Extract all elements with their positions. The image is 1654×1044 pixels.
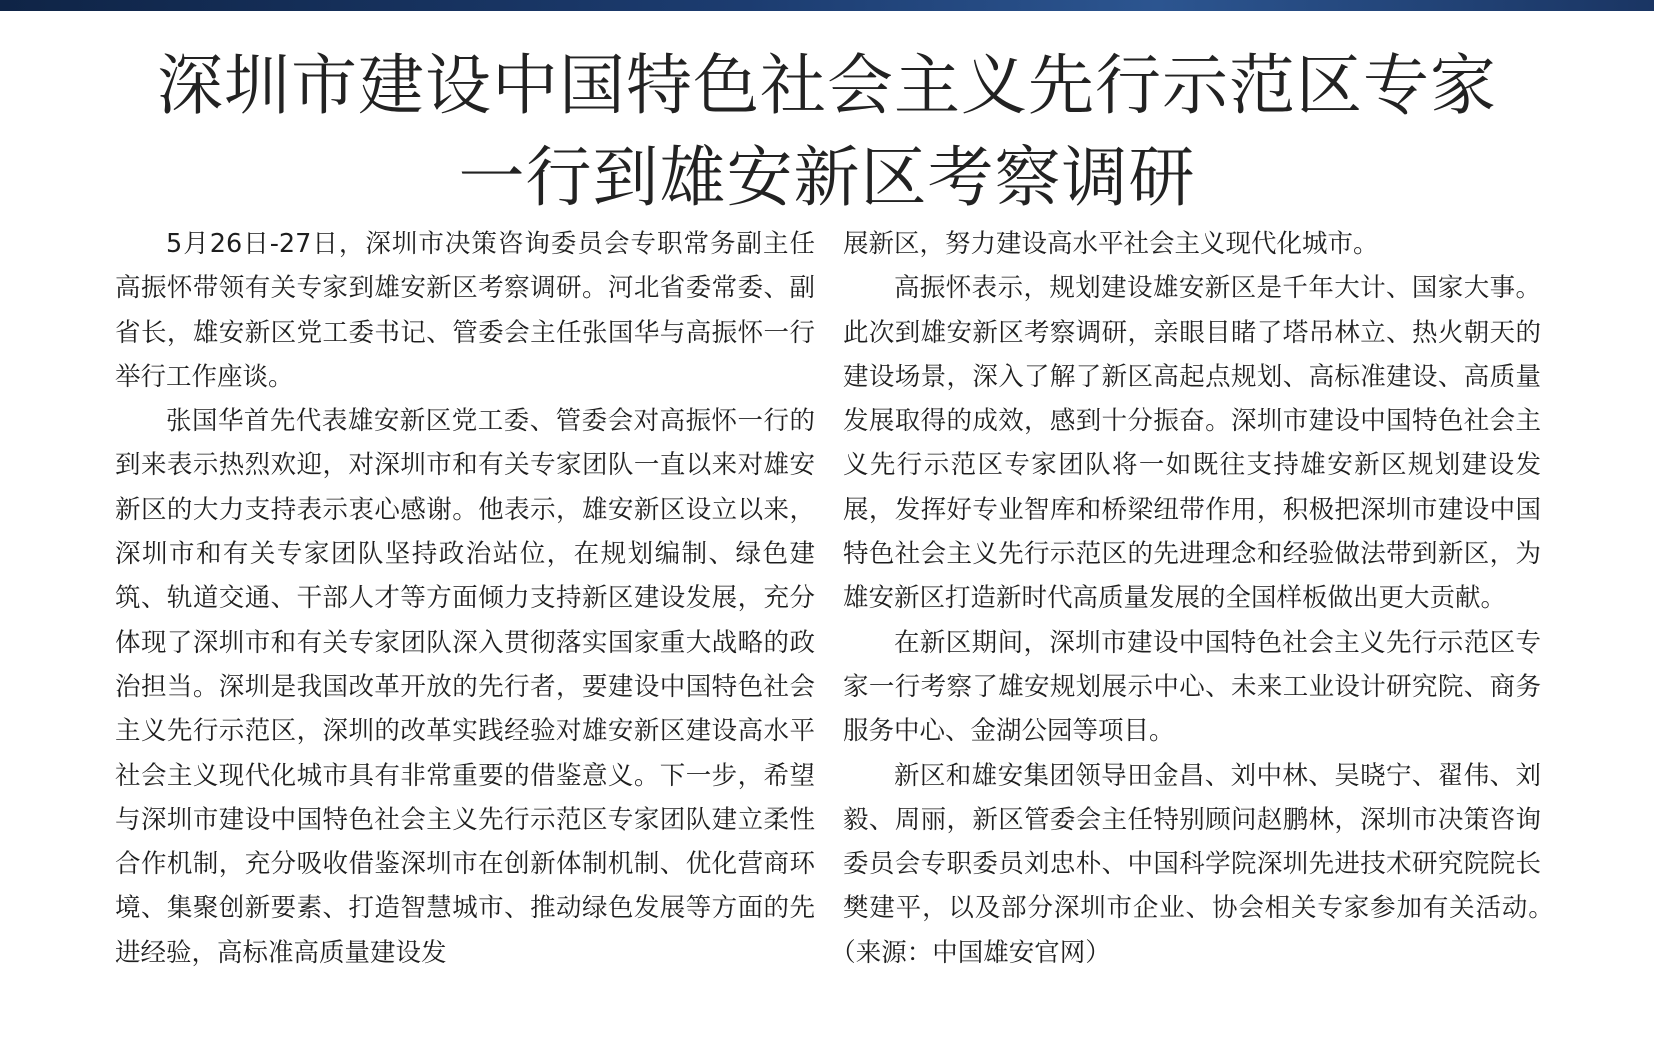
- paragraph-zhang-remarks-continued: 展新区，努力建设高水平社会主义现代化城市。: [843, 229, 1379, 259]
- article-body: [0, 222, 1654, 1044]
- headline-line-1: 深圳市建设中国特色社会主义先行示范区专家: [157, 47, 1497, 124]
- paragraph-zhang-remarks: 张国华首先代表雄安新区党工委、管委会对高振怀一行的到来表示热烈欢迎，对深圳市和有关专家团队一直以来对雄安新区的大力支持表示衷心感谢。他表示，雄安新区设立以来，深圳市和有关专家团队坚持政治站位，在规划编制、绿色建筑、轨道交通、干部人才等方面倾力支持新区建设发展，充分体现了深圳市和有关专家团队深入贯彻落实国家重大战略的政治担当。深圳是我国改革开放的先行者，要建设中国特色社会主义先行示范区，深圳的改革实践经验对雄安新区建设高水平社会主义现代化城市具有非常重要的借鉴意义。下一步，希望与深圳市建设中国特色社会主义先行示范区专家团队建立柔性合作机制，充分吸收借鉴深圳市在创新体制机制、优化营商环境、集聚创新要素、打造智慧城市、推动绿色发展等方面的先进经验，高标准高质量建设发: [115, 406, 815, 968]
- right-column: [843, 222, 1541, 975]
- paragraph-gao-remarks: 高振怀表示，规划建设雄安新区是千年大计、国家大事。此次到雄安新区考察调研，亲眼目睹了塔吊林立、热火朝天的建设场景，深入了解了新区高起点规划、高标准建设、高质量发展取得的成效，感到十分振奋。深圳市建设中国特色社会主义先行示范区专家团队将一如既往支持雄安新区规划建设发展，发挥好专业智库和桥梁纽带作用，积极把深圳市建设中国特色社会主义先行示范区的先进理念和经验做法带到新区，为雄安新区打造新时代高质量发展的全国样板做出更大贡献。: [843, 273, 1541, 614]
- source-attribution: （来源：中国雄安官网）: [843, 937, 1111, 968]
- top-decorative-band: [0, 0, 1654, 11]
- attendees-text: 新区和雄安集团领导田金昌、刘中林、吴晓宁、翟伟、刘毅、周丽，新区管委会主任特别顾问赵鹏林，深圳市决策咨询委员会专职委员刘忠朴、中国科学院深圳先进技术研究院院长樊建平，以及部分深圳市企业、协会相关专家参加有关活动。: [843, 760, 1541, 924]
- article-headline: [0, 40, 1654, 224]
- paragraph-intro: 5月26日-27日，深圳市决策咨询委员会专职常务副主任高振怀带领有关专家到雄安新区考察调研。河北省委常委、副省长，雄安新区党工委书记、管委会主任张国华与高振怀一行举行工作座谈。: [115, 229, 815, 392]
- paragraph-attendees: [843, 754, 1541, 975]
- paragraph-site-visit: 在新区期间，深圳市建设中国特色社会主义先行示范区专家一行考察了雄安规划展示中心、未来工业设计研究院、商务服务中心、金湖公园等项目。: [843, 627, 1541, 747]
- left-column: [115, 222, 815, 975]
- headline-line-2: 一行到雄安新区考察调研: [458, 139, 1196, 216]
